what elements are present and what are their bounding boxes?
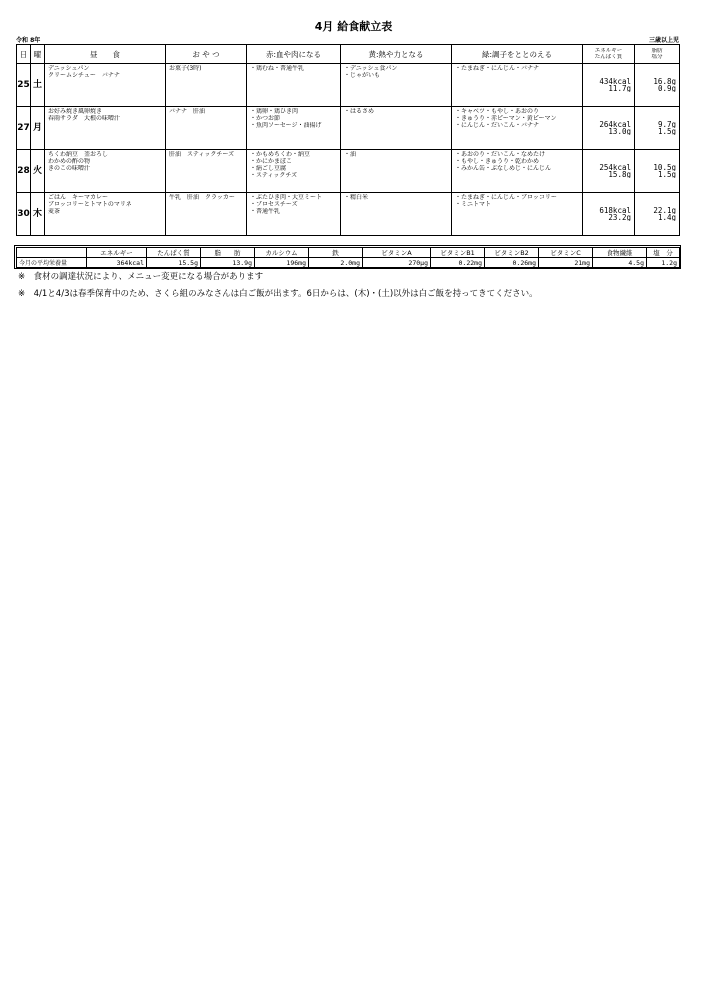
snack-item: バナナ 肝油 xyxy=(169,108,206,115)
header-fat-salt xyxy=(635,45,680,64)
day-number: 30 xyxy=(17,193,31,236)
red-item: ・かにかまぼこ xyxy=(250,158,293,165)
weekday: 木 xyxy=(31,193,45,236)
average-value: 4.5g xyxy=(593,258,647,268)
protein-value: 23.2g xyxy=(608,214,631,221)
fat-salt-cell xyxy=(635,64,680,107)
weekday: 火 xyxy=(31,150,45,193)
yellow-item: ・デニッシュ食パン xyxy=(344,65,398,72)
menu-header-row xyxy=(17,45,680,64)
salt-value: 1.4g xyxy=(657,214,676,221)
lunch-cell xyxy=(45,64,166,107)
lunch-item: お好み焼き風卵焼き xyxy=(48,108,103,115)
energy-value: 434kcal xyxy=(599,78,631,85)
fat-value: 10.5g xyxy=(653,164,676,171)
green-cell xyxy=(452,193,583,236)
green-cell xyxy=(452,64,583,107)
salt-value: 1.5g xyxy=(657,128,676,135)
fat-salt-cell xyxy=(635,107,680,150)
lunch-item: きのこの味噌汁 xyxy=(48,165,91,172)
average-value: 13.9g xyxy=(201,258,255,268)
yellow-item: ・じゃがいも xyxy=(344,72,381,79)
lunch-item: わかめの酢の物 xyxy=(48,158,91,165)
green-item: ・きゅうり・赤ピーマン・黄ピーマン xyxy=(455,115,557,122)
average-header: ビタミンC xyxy=(539,248,593,258)
snack-cell xyxy=(166,150,247,193)
salt-value: 0.9g xyxy=(657,85,676,92)
average-label: 今月の平均栄養量 xyxy=(17,258,87,268)
yellow-cell xyxy=(341,150,452,193)
menu-row xyxy=(17,107,680,150)
fat-value: 9.7g xyxy=(657,121,676,128)
header-yellow: 黄:熱や力となる xyxy=(341,45,452,64)
protein-value: 11.7g xyxy=(608,85,631,92)
green-cell xyxy=(452,107,583,150)
day-number: 25 xyxy=(17,64,31,107)
red-item: ・鶏卵・鶏ひき肉 xyxy=(250,108,299,115)
red-item: ・スティックチズ xyxy=(250,172,298,179)
red-cell xyxy=(247,107,341,150)
menu-row xyxy=(17,150,680,193)
yellow-item: ・油 xyxy=(344,151,357,158)
red-item: ・鶏むね・普通牛乳 xyxy=(250,65,305,72)
energy-protein-cell xyxy=(583,150,635,193)
day-number: 27 xyxy=(17,107,31,150)
average-header: 食物繊維 xyxy=(593,248,647,258)
red-cell xyxy=(247,193,341,236)
target-age: 三歳以上児 xyxy=(648,37,679,44)
era-year: 令和 8年 xyxy=(16,37,41,44)
green-item: ・にんじん・だいこん・バナナ xyxy=(455,122,540,129)
green-item: ・もやし・きゅうり・乾わかめ xyxy=(455,158,540,165)
menu-body xyxy=(17,64,680,236)
fat-salt-cell xyxy=(635,150,680,193)
page-title: 4月 給食献立表 xyxy=(314,20,393,33)
energy-value: 618kcal xyxy=(599,207,631,214)
menu-row xyxy=(17,193,680,236)
green-cell xyxy=(452,150,583,193)
red-item: ・絹ごし豆腐 xyxy=(250,165,287,172)
lunch-item: 春雨サラダ 大根の味噌汁 xyxy=(48,115,120,122)
yellow-item: ・精白米 xyxy=(344,194,369,201)
average-value: 15.5g xyxy=(147,258,201,268)
lunch-item: デニッシュパン xyxy=(48,65,90,72)
header-snack: お や つ xyxy=(166,45,247,64)
red-item: ・魚肉ソーセージ・油揚げ xyxy=(250,122,322,129)
green-item: ・みかん缶・ぶなしめじ・にんじん xyxy=(455,165,552,172)
average-header-blank xyxy=(17,248,87,258)
red-cell xyxy=(247,64,341,107)
fat-value: 22.1g xyxy=(653,207,676,214)
average-value: 196mg xyxy=(255,258,309,268)
lunch-cell xyxy=(45,150,166,193)
average-header: 脂 肪 xyxy=(201,248,255,258)
energy-protein-cell xyxy=(583,107,635,150)
header-energy: エネルギー xyxy=(594,47,623,54)
lunch-cell xyxy=(45,107,166,150)
header-day: 日 xyxy=(17,45,31,64)
menu-row xyxy=(17,64,680,107)
snack-cell xyxy=(166,193,247,236)
average-values-row xyxy=(17,258,680,268)
red-item: ・ぶたひき肉・大豆ミート xyxy=(250,194,323,201)
average-header-row xyxy=(17,248,680,258)
average-value: 0.22mg xyxy=(431,258,485,268)
weekday: 月 xyxy=(31,107,45,150)
fat-salt-cell xyxy=(635,193,680,236)
protein-value: 15.8g xyxy=(608,171,631,178)
average-value: 270μg xyxy=(363,258,431,268)
average-value: 364kcal xyxy=(87,258,147,268)
yellow-cell xyxy=(341,107,452,150)
yellow-cell xyxy=(341,64,452,107)
average-nutrition-table xyxy=(16,247,680,268)
header-weekday: 曜 xyxy=(31,45,45,64)
snack-item: お菓子(3時) xyxy=(169,65,202,72)
energy-value: 264kcal xyxy=(599,121,631,128)
header-salt: 塩分 xyxy=(651,54,663,60)
average-header: ビタミンB2 xyxy=(485,248,539,258)
yellow-item: ・はるさめ xyxy=(344,108,375,115)
note-rice: ※ 4/1と4/3は春季保育中のため、さくら組のみなさんは白ご飯が出ます。6日からは、(木)・(土)以外は白ご飯を持ってきてください。 xyxy=(18,289,538,299)
red-cell xyxy=(247,150,341,193)
energy-protein-cell xyxy=(583,64,635,107)
average-header: エネルギー xyxy=(87,248,147,258)
salt-value: 1.5g xyxy=(657,171,676,178)
header-protein: たんぱく質 xyxy=(594,54,623,60)
average-header: ビタミンA xyxy=(363,248,431,258)
average-header: 鉄 xyxy=(309,248,363,258)
red-item: ・普通牛乳 xyxy=(250,208,281,215)
day-number: 28 xyxy=(17,150,31,193)
yellow-cell xyxy=(341,193,452,236)
header-red: 赤:血や肉になる xyxy=(247,45,341,64)
energy-protein-cell xyxy=(583,193,635,236)
average-value: 0.26mg xyxy=(485,258,539,268)
average-header: たんぱく質 xyxy=(147,248,201,258)
menu-table xyxy=(16,44,680,236)
lunch-item: クリームシチュー バナナ xyxy=(48,72,120,79)
average-value: 2.0mg xyxy=(309,258,363,268)
lunch-cell xyxy=(45,193,166,236)
snack-item: 肝油 スティックチーズ xyxy=(169,151,235,158)
lunch-item: ブロッコリーとトマトのマリネ xyxy=(48,201,132,208)
lunch-item: 麦茶 xyxy=(48,208,61,215)
green-item: ・ミニトマト xyxy=(455,201,492,208)
snack-cell xyxy=(166,107,247,150)
fat-value: 16.8g xyxy=(653,78,676,85)
average-header: ビタミンB1 xyxy=(431,248,485,258)
note-menu-change: ※ 食材の調達状況により、メニュー変更になる場合があります xyxy=(18,272,264,282)
green-item: ・キャベツ・もやし・あおのり xyxy=(455,108,540,115)
header-green: 緑:調子をととのえる xyxy=(452,45,583,64)
red-item: ・プロセスチーズ xyxy=(250,201,298,208)
average-header: 塩 分 xyxy=(647,248,680,258)
snack-item: 牛乳 肝油 クラッカー xyxy=(169,194,235,201)
header-fat: 脂肪 xyxy=(651,47,663,54)
green-item: ・たまねぎ・にんじん・ブロッコリー xyxy=(455,194,557,201)
red-item: ・かつお節 xyxy=(250,115,281,122)
header-energy-protein xyxy=(583,45,635,64)
energy-value: 254kcal xyxy=(599,164,631,171)
red-item: ・かもめちくわ・納豆 xyxy=(250,151,311,158)
average-value: 1.2g xyxy=(647,258,680,268)
weekday: 土 xyxy=(31,64,45,107)
green-item: ・たまねぎ・にんじん・バナナ xyxy=(455,65,540,72)
average-value: 21mg xyxy=(539,258,593,268)
protein-value: 13.0g xyxy=(608,128,631,135)
header-lunch: 昼 食 xyxy=(45,45,166,64)
lunch-item: ちくわ納豆 釜おろし xyxy=(48,151,109,158)
green-item: ・あおのり・だいこん・なめたけ xyxy=(455,151,546,158)
average-header: カルシウム xyxy=(255,248,309,258)
snack-cell xyxy=(166,64,247,107)
lunch-item: ごはん キーマカレー xyxy=(48,194,109,201)
